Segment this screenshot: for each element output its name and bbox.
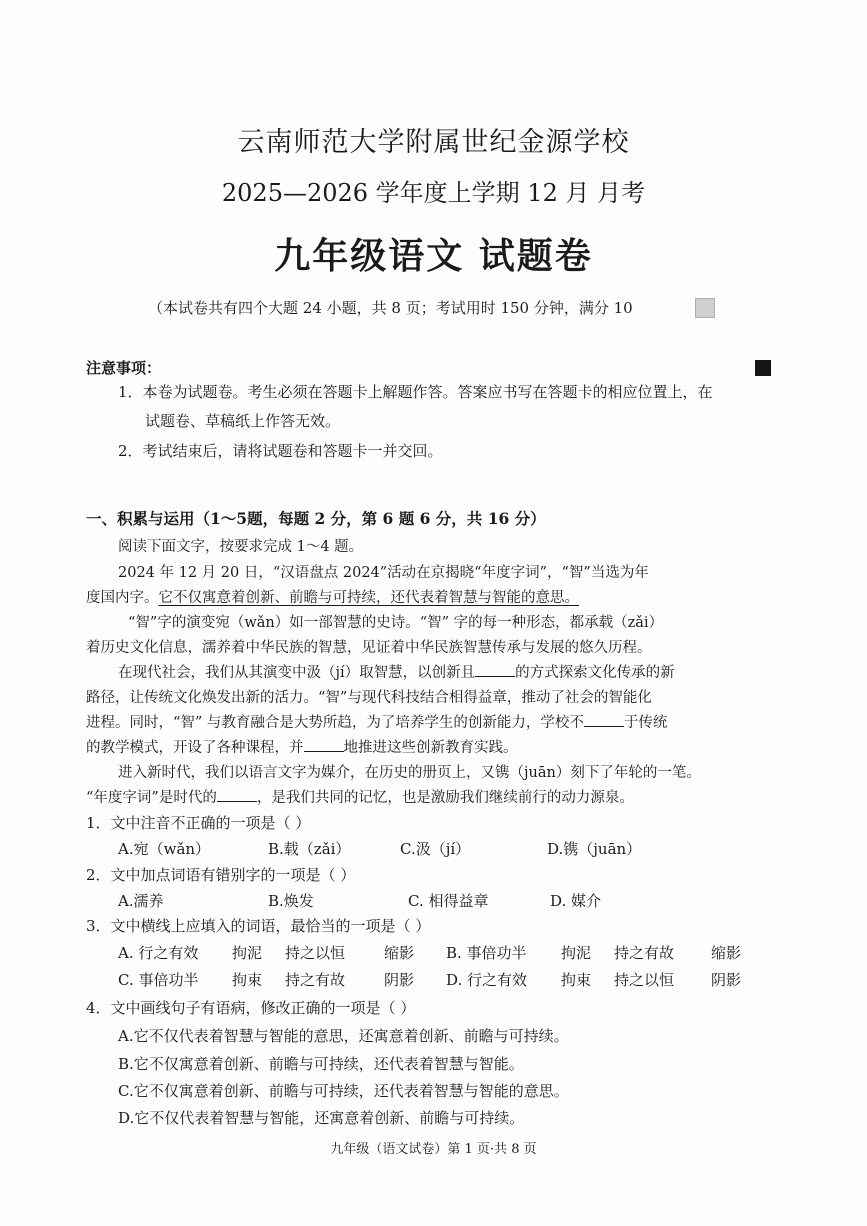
q4-option-b: B.它不仅寓意着创新、前瞻与可持续，还代表着智慧与智能。 [118, 1055, 524, 1073]
underlined-sentence: 它不仅寓意着创新、前瞻与可持续，还代表着智慧与智能的意思。 [158, 590, 579, 606]
notes-title: 注意事项： [86, 359, 162, 377]
q3-option-d-word: 拘束 [561, 971, 592, 989]
note-item-2: 2．考试结束后，请将试题卷和答题卡一并交回。 [118, 442, 443, 460]
q3-option-d-word: 持之以恒 [614, 971, 675, 989]
q3-option-c-word: 阴影 [384, 971, 415, 989]
page-footer: 九年级（语文试卷）第 1 页·共 8 页 [330, 1142, 537, 1157]
passage-line [86, 736, 518, 757]
q3-option-b-word: 拘泥 [561, 944, 592, 962]
question-3-stem: 3．文中横线上应填入的词语，最恰当的一项是（ ） [86, 917, 431, 935]
passage-line [86, 586, 579, 607]
fill-blank-1 [475, 662, 515, 677]
q2-option-b: B.焕发 [268, 892, 314, 910]
passage-line: 路径，让传统文化焕发出新的活力。“智”与现代科技结合相得益章，推动了社会的智能化 [86, 690, 652, 706]
instruction: 阅读下面文字，按要求完成 1～4 题。 [118, 539, 364, 555]
q3-option-b-word: 缩影 [711, 944, 742, 962]
exam-term: 2025—2026 学年度上学期 12 月 月考 [221, 179, 646, 207]
q3-option-b-word: 持之有故 [614, 944, 675, 962]
question-1-stem: 1．文中注音不正确的一项是（ ） [86, 814, 311, 832]
school-name: 云南师范大学附属世纪金源学校 [237, 127, 630, 158]
q3-option-a-word: 持之以恒 [285, 944, 346, 962]
section-heading: 一、积累与运用（1～5题，每题 2 分，第 6 题 6 分，共 16 分） [86, 509, 546, 528]
q1-option-c: C.汲（jí） [400, 840, 471, 858]
passage-text: 在现代社会，我们从其演变中汲（jí）取智慧，以创新且 [118, 665, 476, 681]
q4-option-c: C.它不仅寓意着创新、前瞻与可持续，还代表着智慧与智能的意思。 [118, 1082, 569, 1100]
fill-blank-3 [304, 737, 344, 752]
passage-text: 的方式探索文化传承的新 [515, 665, 675, 681]
passage-line [86, 711, 667, 732]
q3-option-a-word: 缩影 [384, 944, 415, 962]
passage-line: “智”字的演变宛（wǎn）如一部智慧的史诗。“智” 字的每一种形态，都承载（zǎi） [128, 615, 664, 631]
q1-option-a: A.宛（wǎn） [118, 840, 211, 858]
q1-option-d: D.镌（juān） [547, 840, 642, 858]
fill-blank-4 [217, 787, 257, 802]
q3-option-a-word: 拘泥 [232, 944, 263, 962]
q3-option-c-word: 拘束 [232, 971, 263, 989]
q2-option-c: C. 相得益章 [408, 892, 489, 910]
passage-line: 进入新时代，我们以语言文字为媒介，在历史的册页上，又镌（juān）刻下了年轮的一笔。 [118, 765, 701, 781]
q4-option-a: A.它不仅代表着智慧与智能的意思，还寓意着创新、前瞻与可持续。 [118, 1027, 569, 1045]
passage-line: 2024 年 12 月 20 日，“汉语盘点 2024”活动在京揭晓“年度字词”，“智”当选为年 [118, 565, 649, 581]
scan-marker-icon [695, 298, 715, 318]
positioning-mark-icon [755, 360, 771, 376]
passage-text: 于传统 [623, 715, 668, 731]
question-2-stem: 2．文中加点词语有错别字的一项是（ ） [86, 866, 356, 884]
passage-line [86, 786, 634, 807]
q3-option-d: D. 行之有效 [446, 971, 528, 989]
question-4-stem: 4．文中画线句子有语病，修改正确的一项是（ ） [86, 999, 416, 1017]
q3-option-a: A. 行之有效 [118, 944, 199, 962]
passage-line: 着历史文化信息，濡养着中华民族的智慧，见证着中华民族智慧传承与发展的悠久历程。 [86, 640, 652, 656]
passage-text: 度国内字。 [86, 590, 159, 606]
note-item-1-cont: 试题卷、草稿纸上作答无效。 [145, 412, 341, 430]
passage-text: 地推进这些创新教育实践。 [343, 740, 518, 756]
q4-option-d: D.它不仅代表着智慧与智能，还寓意着创新、前瞻与可持续。 [118, 1109, 525, 1127]
q3-option-d-word: 阴影 [711, 971, 742, 989]
q3-option-c: C. 事倍功半 [118, 971, 199, 989]
q2-option-a: A.濡养 [118, 892, 164, 910]
paper-title: 九年级语文 试题卷 [274, 235, 593, 277]
q2-option-d: D. 媒介 [550, 892, 602, 910]
passage-text: “年度字词”是时代的 [86, 790, 217, 806]
fill-blank-2 [584, 712, 624, 727]
q3-option-c-word: 持之有故 [285, 971, 346, 989]
note-item-1: 1．本卷为试题卷。考生必须在答题卡上解题作答。答案应书写在答题卡的相应位置上，在 [118, 383, 713, 401]
passage-text: ，是我们共同的记忆，也是激励我们继续前行的动力源泉。 [256, 790, 634, 806]
q3-option-b: B. 事倍功半 [446, 944, 527, 962]
q1-option-b: B.载（zǎi） [268, 840, 351, 858]
exam-info: （本试卷共有四个大题 24 小题，共 8 页；考试用时 150 分钟，满分 10 [148, 299, 633, 317]
passage-text: 进程。同时，“智” 与教育融合是大势所趋，为了培养学生的创新能力，学校不 [86, 715, 584, 731]
passage-line [118, 661, 675, 682]
passage-text: 的教学模式，开设了各种课程，并 [86, 740, 304, 756]
